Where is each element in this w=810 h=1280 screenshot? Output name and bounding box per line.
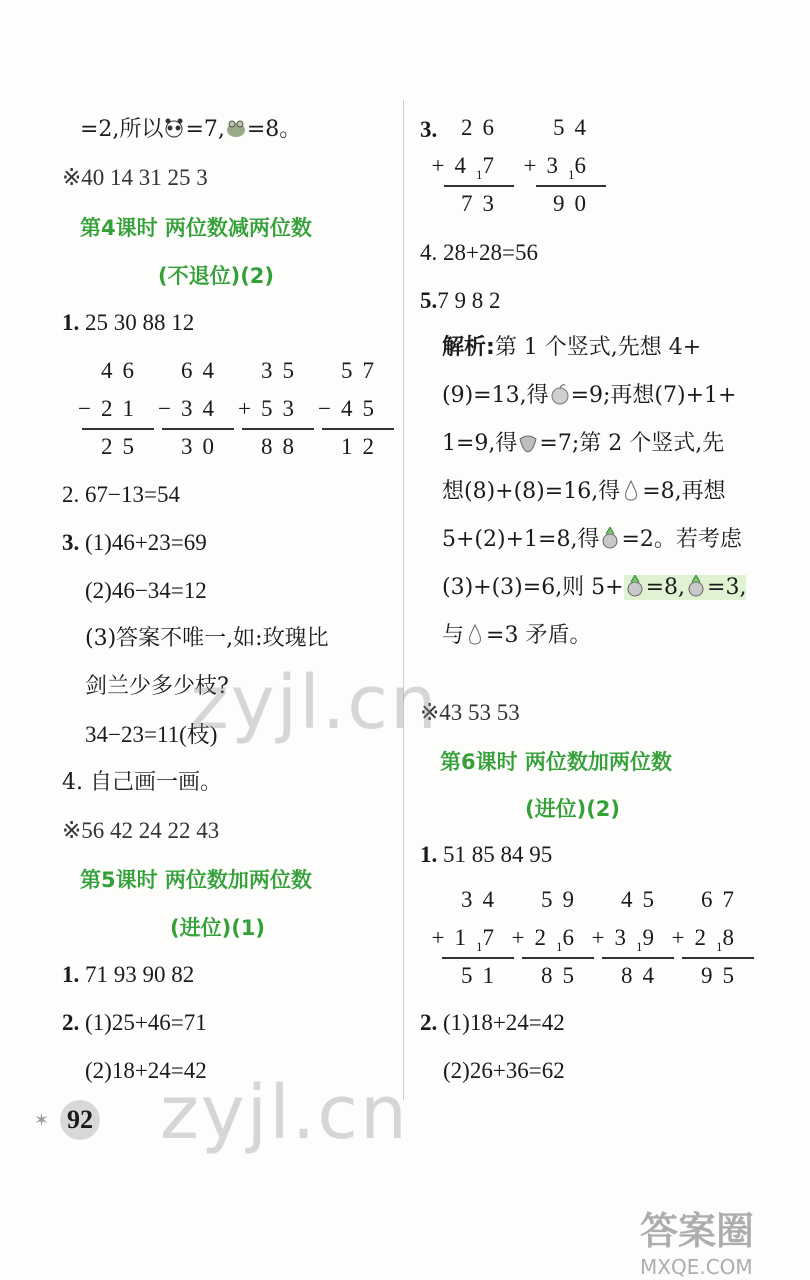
- answer-values: 25 30 88 12: [85, 310, 195, 335]
- carry-digit: 1: [568, 167, 575, 182]
- vertical-calculation: [158, 358, 224, 478]
- calc-result: 30: [181, 434, 224, 459]
- right-q2-2: (2)26+36=62: [443, 1058, 565, 1083]
- carry-digit: 1: [636, 939, 643, 954]
- calc-bottom-operand: $+3_16$: [523, 153, 596, 182]
- calc-top-operand: 45: [621, 887, 664, 912]
- analysis-line-3: [442, 429, 724, 459]
- answer-values: 51 85 84 95: [443, 842, 553, 867]
- right-q3-label: 3.: [420, 117, 438, 142]
- calc-line: [322, 428, 394, 430]
- calc-bottom-operand: $+2_18$: [671, 925, 744, 954]
- calc-top-operand: 64: [181, 358, 224, 383]
- left-star-row-1: ※40 14 31 25 3: [62, 165, 208, 190]
- right-q4: 4. 28+28=56: [420, 240, 538, 265]
- question-number: 1.: [62, 962, 80, 987]
- pear-icon: [464, 623, 486, 645]
- analysis-text: 与: [442, 623, 465, 648]
- analysis-text: (9)=13,得: [442, 383, 549, 408]
- vertical-calculation: [591, 887, 664, 1007]
- left-q2b: [62, 1008, 207, 1038]
- left-q3-2: (2)46−34=12: [85, 578, 207, 603]
- pineapple-icon: [685, 575, 707, 597]
- question-number: 3.: [62, 530, 80, 555]
- calc-bottom-operand: $+4_17$: [431, 153, 504, 182]
- calc-line: [162, 428, 234, 430]
- strawberry-icon: [517, 431, 539, 453]
- calc-top-operand: 46: [101, 358, 144, 383]
- analysis-text: =7;第 2 个竖式,先: [539, 431, 725, 456]
- left-q2b-2: (2)18+24=42: [85, 1058, 207, 1083]
- lesson-4-title: 第4课时 两位数减两位数: [80, 216, 312, 240]
- left-line-1: [80, 115, 301, 145]
- text-segment: =8。: [246, 117, 302, 142]
- calc-bottom-operand: −45: [318, 396, 384, 421]
- answer-line: (1)18+24=42: [443, 1010, 565, 1035]
- carry-digit: 1: [556, 939, 563, 954]
- calc-result: 84: [621, 963, 664, 988]
- calc-bottom-operand: $+3_19$: [591, 925, 664, 954]
- analysis-text: =8,再想: [642, 479, 726, 504]
- left-star-row-2: ※56 42 24 22 43: [62, 818, 220, 843]
- lesson-6-title: 第6课时 两位数加两位数: [440, 750, 672, 774]
- analysis-line-1: [442, 333, 701, 363]
- question-number: 2.: [420, 1010, 438, 1035]
- calc-top-operand: 35: [261, 358, 304, 383]
- calc-result: 95: [701, 963, 744, 988]
- vertical-calculation: [523, 115, 596, 235]
- analysis-label: 解析:: [442, 335, 495, 360]
- left-q3-3c: 34−23=11(枝): [85, 722, 218, 747]
- calc-top-operand: 59: [541, 887, 584, 912]
- analysis-text: =3,: [707, 575, 747, 600]
- highlight: [624, 575, 747, 600]
- question-number: 1.: [62, 310, 80, 335]
- analysis-line-7: [442, 621, 591, 651]
- analysis-line-2: [442, 381, 736, 411]
- lesson-4-subtitle: (不退位)(2): [158, 264, 275, 288]
- left-q3-label: [62, 528, 207, 558]
- calc-bottom-operand: −34: [158, 396, 224, 421]
- pineapple-icon: [624, 575, 646, 597]
- calc-line: [682, 957, 754, 959]
- left-q3-3b: 剑兰少多少枝?: [85, 674, 229, 699]
- text-segment: =7,: [185, 117, 225, 142]
- panda-icon: [163, 117, 185, 139]
- calc-line: [242, 428, 314, 430]
- question-number: 2.: [62, 1010, 80, 1035]
- right-star-row: ※43 53 53: [420, 700, 520, 725]
- calc-result: 85: [541, 963, 584, 988]
- watermark: zyjl.cn: [160, 1070, 409, 1156]
- carry-digit: 1: [476, 939, 483, 954]
- answer-values: 71 93 90 82: [85, 962, 195, 987]
- page-number: 92: [60, 1100, 100, 1140]
- left-q2: 2. 67−13=54: [62, 482, 180, 507]
- analysis-line-4: [442, 477, 726, 507]
- calc-top-operand: 57: [341, 358, 384, 383]
- text-segment: =2,所以: [80, 117, 164, 142]
- calc-line: [602, 957, 674, 959]
- analysis-text: 第 1 个竖式,先想 4+: [494, 335, 702, 360]
- source-stamp: [640, 1200, 800, 1279]
- lesson-6-subtitle: (进位)(2): [525, 797, 621, 821]
- analysis-text: (3)+(3)=6,则 5+: [442, 575, 624, 600]
- calc-top-operand: 54: [553, 115, 596, 140]
- vertical-calculation: [238, 358, 304, 478]
- calc-result: 73: [461, 191, 504, 216]
- calc-result: 25: [101, 434, 144, 459]
- calc-bottom-operand: +53: [238, 396, 304, 421]
- analysis-text: 想(8)+(8)=16,得: [442, 479, 621, 504]
- analysis-text: =2。若考虑: [621, 527, 742, 552]
- calc-bottom-operand: $+2_16$: [511, 925, 584, 954]
- stamp-title: 答案圈: [640, 1209, 755, 1253]
- carry-digit: 1: [476, 167, 483, 182]
- question-number: 1.: [420, 842, 438, 867]
- carry-digit: 1: [716, 939, 723, 954]
- analysis-text: 5+(2)+1=8,得: [442, 527, 600, 552]
- right-q5: [420, 286, 501, 316]
- calc-line: [82, 428, 154, 430]
- apple-icon: [549, 383, 571, 405]
- analysis-line-6: [442, 573, 746, 603]
- vertical-calculation: [318, 358, 384, 478]
- calc-top-operand: 26: [461, 115, 504, 140]
- calc-result: 90: [553, 191, 596, 216]
- calc-bottom-operand: $+1_17$: [431, 925, 504, 954]
- answer-line: (1)46+23=69: [85, 530, 207, 555]
- vertical-calculation: [511, 887, 584, 1007]
- vertical-calculation: [431, 887, 504, 1007]
- calc-top-operand: 67: [701, 887, 744, 912]
- calc-line: [522, 957, 594, 959]
- right-q1: [420, 840, 552, 870]
- question-number: 5.: [420, 288, 438, 313]
- vertical-calculation: [78, 358, 144, 478]
- calc-line: [442, 957, 514, 959]
- vertical-calculation: [431, 115, 504, 235]
- vertical-calculation: [671, 887, 744, 1007]
- stamp-url: MXQE.COM: [640, 1255, 753, 1279]
- left-q3-3a: (3)答案不唯一,如:玫瑰比: [85, 626, 329, 651]
- watermark: zyjl.cn: [190, 660, 439, 746]
- right-q2: [420, 1008, 565, 1038]
- column-divider: [403, 100, 404, 1100]
- calc-line: [536, 185, 606, 187]
- answer-values: 7 9 8 2: [437, 288, 501, 313]
- calc-top-operand: 34: [461, 887, 504, 912]
- pineapple-icon: [599, 527, 621, 549]
- left-q1b: [62, 960, 194, 990]
- frog-icon: [225, 117, 247, 139]
- analysis-text: 1=9,得: [442, 431, 518, 456]
- calc-bottom-operand: −21: [78, 396, 144, 421]
- analysis-line-5: [442, 525, 742, 555]
- lesson-5-subtitle: (进位)(1): [170, 916, 266, 940]
- answer-line: (1)25+46=71: [85, 1010, 207, 1035]
- analysis-text: =3 矛盾。: [486, 623, 592, 648]
- calc-line: [444, 185, 514, 187]
- calc-result: 51: [461, 963, 504, 988]
- lesson-5-title: 第5课时 两位数加两位数: [80, 868, 312, 892]
- calc-result: 12: [341, 434, 384, 459]
- analysis-text: =8,: [645, 575, 686, 600]
- star-decoration-icon: ✶: [34, 1110, 50, 1131]
- left-q1: [62, 308, 194, 338]
- calc-result: 88: [261, 434, 304, 459]
- pear-icon: [620, 479, 642, 501]
- left-q4: 4. 自己画一画。: [62, 770, 222, 795]
- analysis-text: =9;再想(7)+1+: [570, 383, 737, 408]
